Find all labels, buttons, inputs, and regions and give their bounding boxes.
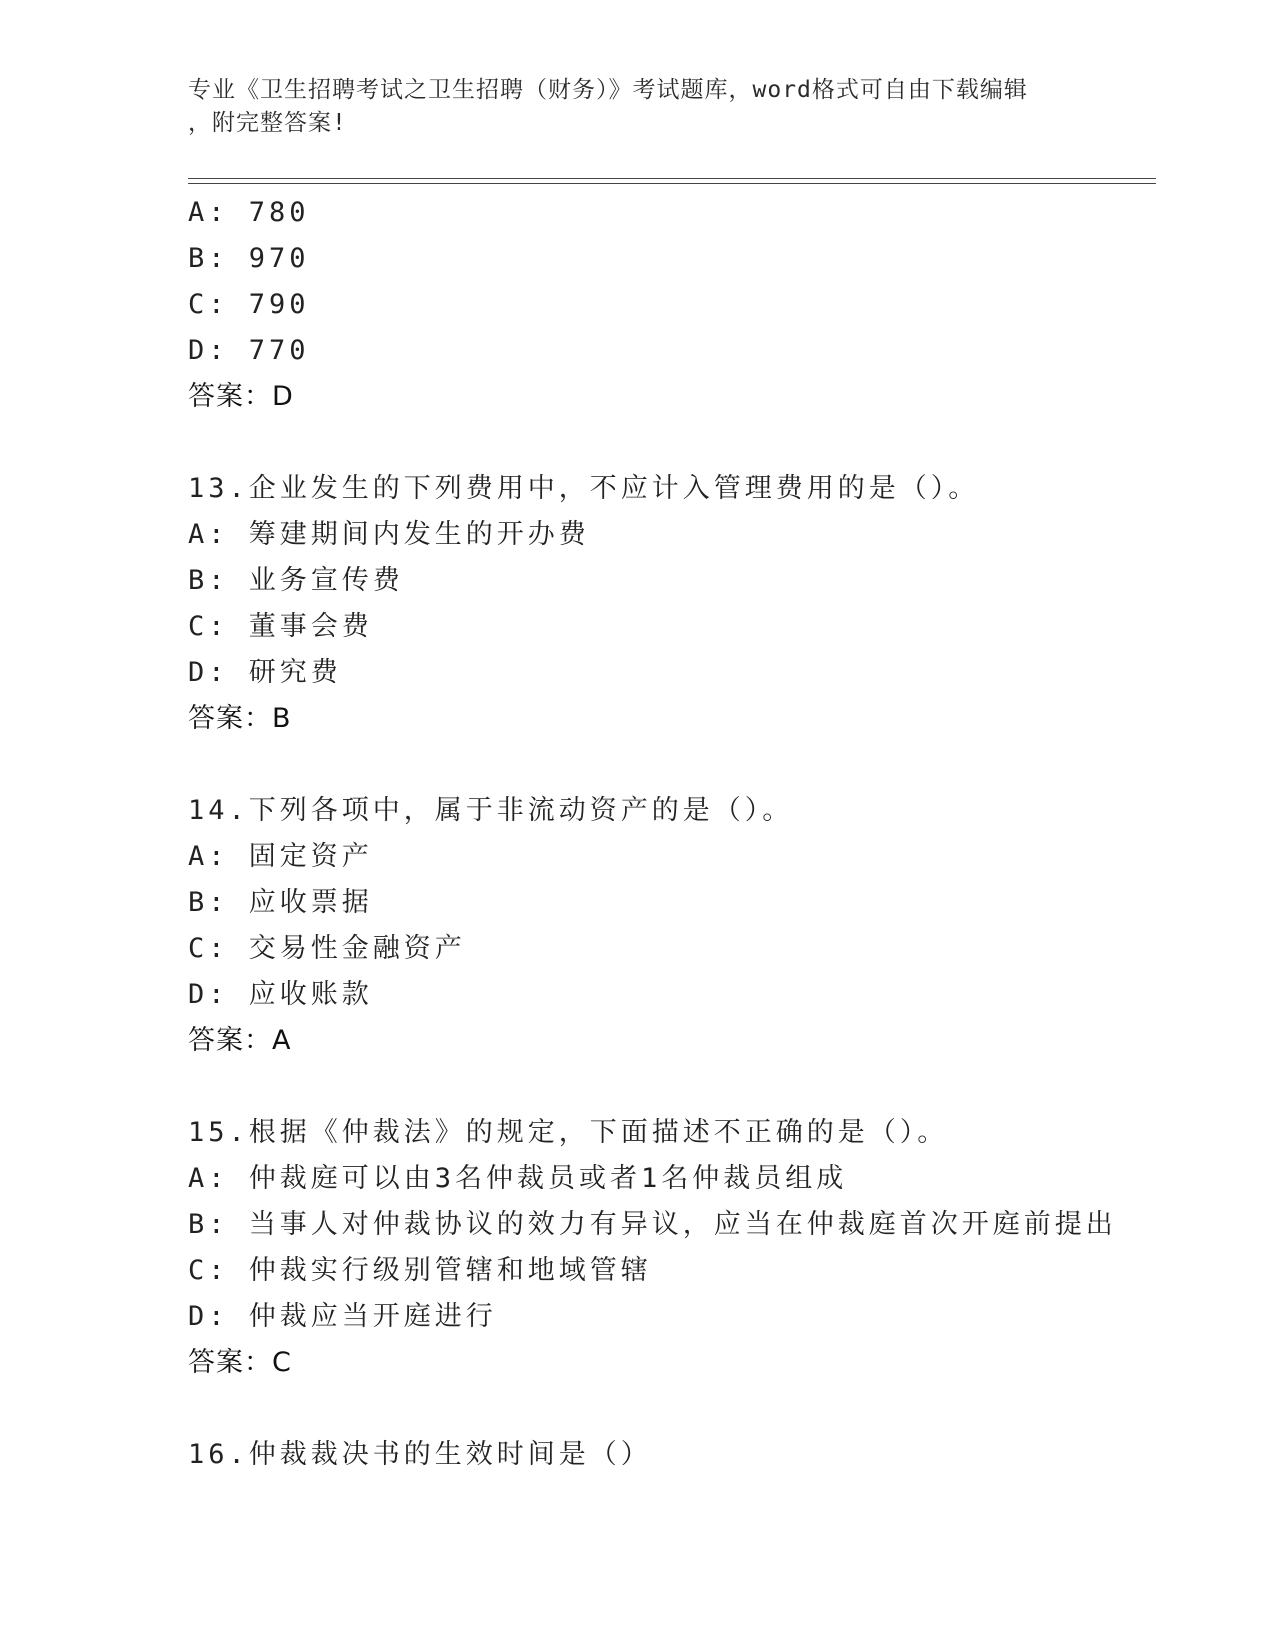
- question-text: 15.根据《仲裁法》的规定，下面描述不正确的是（）。: [188, 1117, 949, 1148]
- option-c: C: 交易性金融资产: [188, 933, 466, 964]
- question-text: 13.企业发生的下列费用中，不应计入管理费用的是（）。: [188, 473, 980, 504]
- option-b: B: 应收票据: [188, 887, 373, 918]
- option-a: A: 780: [188, 197, 310, 228]
- option-c: C: 仲裁实行级别管辖和地域管辖: [188, 1255, 652, 1286]
- question-block-13: [188, 466, 1156, 742]
- question-block-15: [188, 1110, 1156, 1386]
- answer-line: 答案：B: [188, 703, 292, 734]
- option-a: A: 仲裁庭可以由3名仲裁员或者1名仲裁员组成: [188, 1163, 848, 1194]
- question-text: 14.下列各项中，属于非流动资产的是（）。: [188, 795, 794, 826]
- question-block-14: [188, 788, 1156, 1064]
- header-divider-bottom: [188, 183, 1156, 184]
- document-header: [188, 74, 1068, 140]
- question-text: 16.仲裁裁决书的生效时间是（）: [188, 1439, 652, 1470]
- answer-line: 答案：C: [188, 1347, 292, 1378]
- answer-line: 答案：D: [188, 381, 294, 412]
- header-title-line-2: ，附完整答案!: [188, 110, 347, 136]
- option-a: A: 固定资产: [188, 841, 373, 872]
- option-b: B: 业务宣传费: [188, 565, 404, 596]
- option-d: D: 研究费: [188, 657, 342, 688]
- option-c: C: 790: [188, 289, 310, 320]
- option-a: A: 筹建期间内发生的开办费: [188, 519, 590, 550]
- option-d: D: 770: [188, 335, 310, 366]
- question-block-16: [188, 1432, 1156, 1478]
- answer-line: 答案：A: [188, 1025, 292, 1056]
- option-d: D: 应收账款: [188, 979, 373, 1010]
- option-c: C: 董事会费: [188, 611, 373, 642]
- option-b: B: 当事人对仲裁协议的效力有异议，应当在仲裁庭首次开庭前提出: [188, 1209, 1117, 1240]
- option-b: B: 970: [188, 243, 310, 274]
- question-block-12: [188, 190, 1156, 420]
- question-list: [188, 190, 1156, 1478]
- header-title-line-1: 专业《卫生招聘考试之卫生招聘（财务）》考试题库，word格式可自由下载编辑: [188, 77, 1028, 103]
- header-divider-top: [188, 178, 1156, 179]
- option-d: D: 仲裁应当开庭进行: [188, 1301, 497, 1332]
